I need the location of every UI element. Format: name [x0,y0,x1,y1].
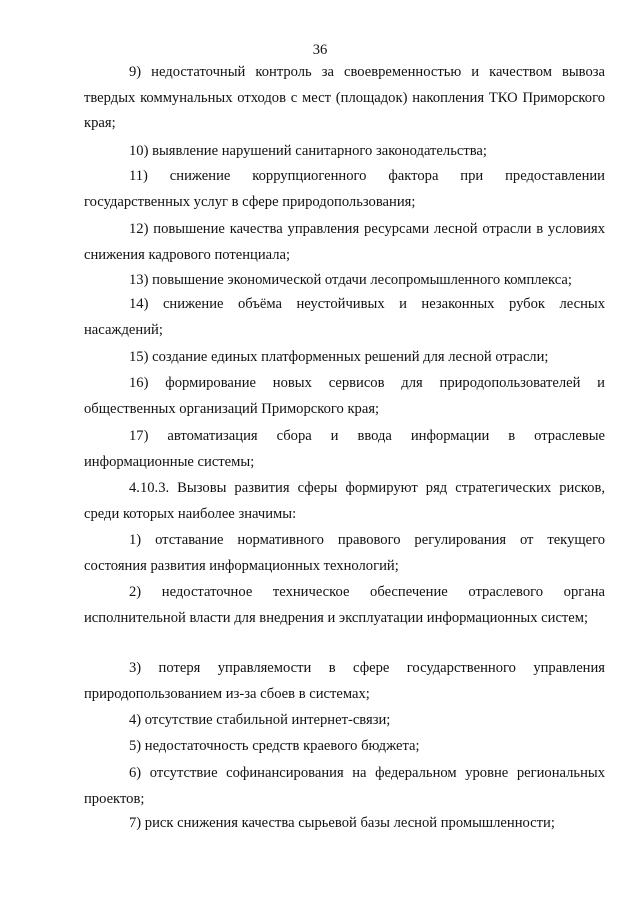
list-item-10: 10) выявление нарушений санитарного законодательства; [129,143,487,159]
risk-item-2: 2) недостаточное техническое обеспечение отраслевого органа исполнительной власти для внедрения и эксплуатации информационных систем; [84,584,605,626]
list-item-16: 16) формирование новых сервисов для природопользователей и общественных организаций Приморского края; [84,375,605,417]
risk-item-7: 7) риск снижения качества сырьевой базы лесной промышленности; [129,815,555,831]
risk-item-4: 4) отсутствие стабильной интернет-связи; [129,712,391,728]
list-item-17: 17) автоматизация сбора и ввода информации в отраслевые информационные системы; [84,428,605,470]
risk-item-1: 1) отставание нормативного правового регулирования от текущего состояния развития информационных технологий; [84,532,605,574]
section-4-10-3-intro: 4.10.3. Вызовы развития сферы формируют ряд стратегических рисков, среди которых наиболее значимы: [84,480,605,522]
list-item-15: 15) создание единых платформенных решений для лесной отрасли; [129,349,549,365]
list-item-12: 12) повышение качества управления ресурсами лесной отрасли в условиях снижения кадрового потенциала; [84,221,605,263]
risk-item-3: 3) потеря управляемости в сфере государственного управления природопользованием из-за сбоев в системах; [84,660,605,702]
page-number: 36 [312,42,328,58]
list-item-9: 9) недостаточный контроль за своевременностью и качеством вывоза твердых коммунальных отходов с мест (площадок) накопления ТКО Приморского края; [84,64,605,131]
list-item-11: 11) снижение коррупциогенного фактора при предоставлении государственных услуг в сфере природопользования; [84,168,605,210]
risk-item-5: 5) недостаточность средств краевого бюджета; [129,738,420,754]
list-item-13: 13) повышение экономической отдачи лесопромышленного комплекса; [129,272,572,288]
list-item-14: 14) снижение объёма неустойчивых и незаконных рубок лесных насаждений; [84,296,605,338]
risk-item-6: 6) отсутствие софинансирования на федеральном уровне региональных проектов; [84,765,605,807]
